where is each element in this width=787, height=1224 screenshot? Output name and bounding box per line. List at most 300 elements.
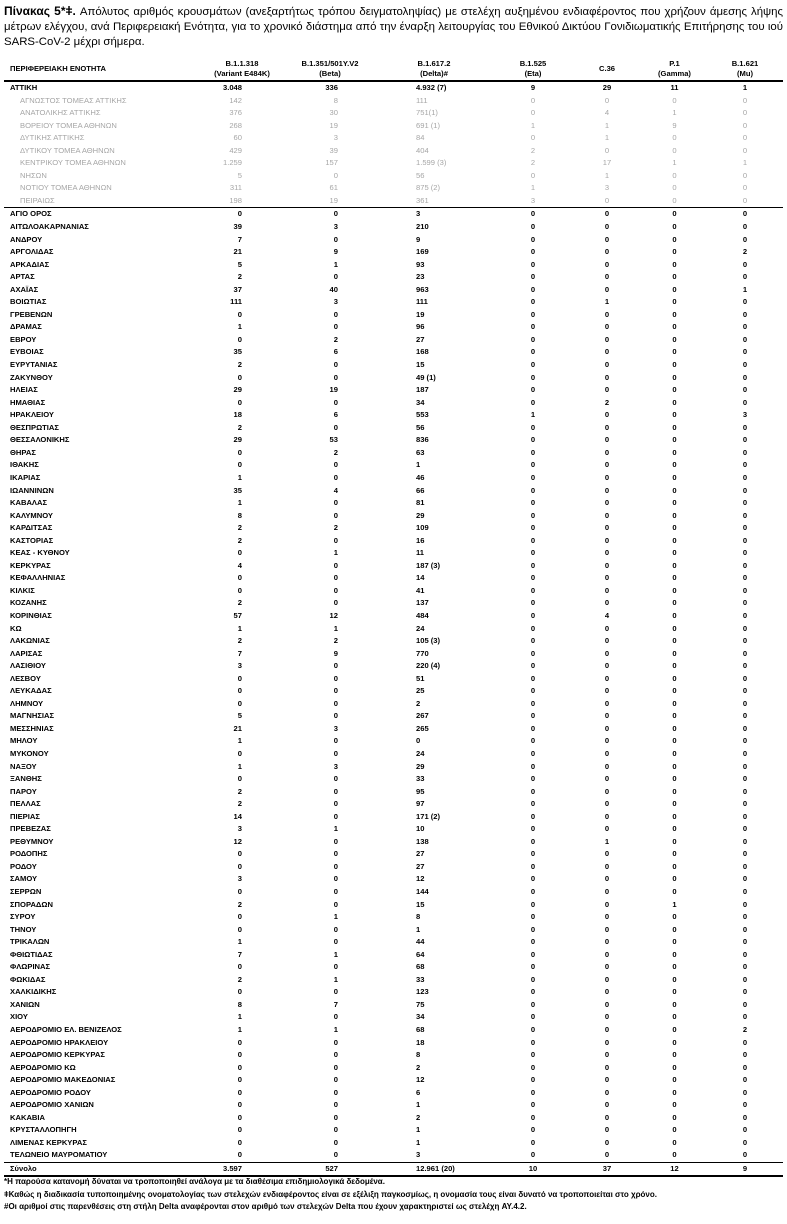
cell-value: 0 (237, 861, 242, 871)
cell-value: 220 (4) (416, 661, 441, 671)
cell-value: 0 (604, 673, 610, 683)
table-row (4, 547, 783, 560)
cell-value: 0 (672, 472, 677, 482)
cell-value: 1 (416, 924, 421, 934)
cell-value: 0 (530, 1112, 536, 1122)
cell-value: 0 (672, 962, 677, 972)
region-name: ΦΛΩΡΙΝΑΣ (10, 962, 51, 972)
cell-value: 0 (742, 799, 748, 809)
table-row (4, 422, 783, 435)
cell-value: 2 (333, 447, 338, 457)
region-name: ΜΗΛΟΥ (10, 736, 38, 746)
cell-value: 0 (333, 698, 338, 708)
cell-value: 1 (333, 623, 338, 633)
region-name: ΜΕΣΣΗΝΙΑΣ (10, 723, 54, 733)
cell-value: 2 (237, 899, 242, 909)
cell-value: 691 (1) (416, 120, 441, 130)
cell-value: 1 (530, 183, 536, 193)
region-name: ΠΕΛΛΑΣ (10, 799, 41, 809)
table-row (4, 1112, 783, 1125)
cell-value: 0 (742, 422, 748, 432)
cell-value: 0 (672, 1037, 677, 1047)
cell-value: 1 (530, 120, 536, 130)
cell-value: 0 (237, 1112, 242, 1122)
column-header-title: B.1.1.318 (225, 59, 259, 68)
cell-value: 56 (416, 422, 425, 432)
cell-value: 0 (333, 322, 338, 332)
region-name: ΑΕΡΟΔΡΟΜΙΟ ΕΛ. ΒΕΝΙΖΕΛΟΣ (10, 1025, 122, 1035)
cell-value: 168 (416, 347, 429, 357)
table-row (4, 409, 783, 422)
cell-value: 187 (3) (416, 560, 441, 570)
cell-value: 1 (237, 1012, 242, 1022)
cell-value: 1 (237, 498, 242, 508)
table-row (4, 949, 783, 962)
cell-value: 0 (742, 912, 748, 922)
cell-value: 0 (742, 1075, 748, 1085)
table-row (4, 811, 783, 824)
cell-value: 0 (672, 372, 677, 382)
cell-value: 0 (672, 422, 677, 432)
cell-value: 0 (672, 360, 677, 370)
cell-value: 3 (416, 1150, 421, 1160)
cell-value: 0 (672, 272, 677, 282)
cell-value: 0 (530, 435, 536, 445)
cell-value: 0 (604, 247, 610, 257)
cell-value: 0 (604, 799, 610, 809)
cell-value: 0 (672, 535, 677, 545)
cell-value: 15 (416, 899, 425, 909)
cell-value: 0 (672, 385, 677, 395)
cell-value: 1 (672, 158, 677, 168)
cell-value: 1 (742, 158, 748, 168)
cell-value: 0 (333, 498, 338, 508)
cell-value: 0 (742, 95, 748, 105)
cell-value: 2 (416, 1112, 421, 1122)
cell-value: 2 (237, 360, 242, 370)
cell-value: 0 (604, 648, 610, 658)
cell-value: 1 (604, 120, 610, 130)
cell-value: 1 (237, 322, 242, 332)
cell-value: 0 (742, 1137, 748, 1147)
cell-value: 2 (237, 974, 242, 984)
cell-value: 0 (530, 1062, 536, 1072)
cell-value: 0 (672, 447, 677, 457)
cell-value: 267 (416, 711, 429, 721)
region-name: ΚΑΡΔΙΤΣΑΣ (10, 523, 53, 533)
table-row (4, 384, 783, 397)
region-name: ΣΥΡΟΥ (10, 912, 36, 922)
cell-value: 429 (229, 145, 242, 155)
cell-value: 3 (333, 761, 338, 771)
cell-value: 2 (237, 799, 242, 809)
region-name: ΠΡΕΒΕΖΑΣ (10, 824, 51, 834)
region-name: ΜΥΚΟΝΟΥ (10, 748, 49, 758)
cell-value: 0 (672, 183, 677, 193)
cell-value: 0 (672, 297, 677, 307)
region-name: ΑΕΡΟΔΡΟΜΙΟ ΜΑΚΕΔΟΝΙΑΣ (10, 1075, 116, 1085)
cell-value: 0 (333, 560, 338, 570)
cell-value: 0 (742, 560, 748, 570)
cell-value: 0 (672, 1087, 677, 1097)
cell-value: 0 (742, 1012, 748, 1022)
region-name: ΚΕΝΤΡΙΚΟΥ ΤΟΜΕΑ ΑΘΗΝΩΝ (20, 158, 126, 168)
cell-value: 0 (530, 636, 536, 646)
region-name: ΚΙΛΚΙΣ (10, 585, 35, 595)
cell-value: 0 (333, 170, 338, 180)
region-name: ΔΥΤΙΚΗΣ ΑΤΤΙΚΗΣ (20, 133, 85, 143)
table-row (4, 535, 783, 548)
column-header (198, 57, 286, 81)
cell-value: 9 (333, 648, 338, 658)
cell-value: 97 (416, 799, 425, 809)
cell-value: 0 (742, 748, 748, 758)
table-row (4, 346, 783, 359)
cell-value: 0 (530, 610, 536, 620)
cell-value: 0 (530, 108, 536, 118)
table-row (4, 81, 783, 95)
cell-value: 12.961 (20) (374, 1163, 494, 1177)
region-name: ΠΑΡΟΥ (10, 786, 37, 796)
table-row (4, 660, 783, 673)
region-name: ΚΕΡΚΥΡΑΣ (10, 560, 51, 570)
cell-value: 0 (333, 849, 338, 859)
region-name: ΛΕΣΒΟΥ (10, 673, 41, 683)
table-row (4, 459, 783, 472)
table-row (4, 157, 783, 170)
cell-value: 0 (333, 573, 338, 583)
cell-value: 0 (604, 887, 610, 896)
table-row (4, 635, 783, 648)
cell-value: 0 (237, 887, 242, 896)
cell-value: 0 (604, 548, 610, 558)
table-row (4, 95, 783, 108)
cell-value: 39 (329, 145, 338, 155)
cell-value: 0 (604, 523, 610, 533)
cell-value: 1 (237, 761, 242, 771)
table-row (4, 359, 783, 372)
cell-value: 0 (672, 610, 677, 620)
cell-value: 111 (416, 95, 428, 105)
cell-value: 2 (604, 397, 610, 407)
cell-value: 0 (604, 145, 610, 155)
cell-value: 0 (530, 698, 536, 708)
cell-value: 1 (604, 133, 610, 143)
cell-value: 0 (742, 636, 748, 646)
cell-value: 21 (233, 247, 242, 257)
region-name: ΚΟΖΑΝΗΣ (10, 598, 47, 608)
cell-value: 0 (530, 422, 536, 432)
cell-value: 0 (604, 447, 610, 457)
cell-value: 2 (742, 247, 748, 257)
region-name: ΚΩ (10, 623, 22, 633)
cell-value: 1.259 (222, 158, 242, 168)
cell-value: 5 (237, 170, 242, 180)
cell-value: 0 (742, 447, 748, 457)
cell-value: 0 (604, 623, 610, 633)
cell-value: 0 (742, 108, 748, 118)
cell-value: 6 (416, 1087, 421, 1097)
region-name: ΔΥΤΙΚΟΥ ΤΟΜΕΑ ΑΘΗΝΩΝ (20, 145, 115, 155)
cell-value: 0 (604, 598, 610, 608)
cell-value: 0 (530, 309, 536, 319)
cell-value: 0 (530, 761, 536, 771)
cell-value: 0 (604, 284, 610, 294)
cell-value: 0 (672, 585, 677, 595)
table-row (4, 145, 783, 158)
cell-value: 0 (742, 1100, 748, 1110)
cell-value: 15 (416, 360, 425, 370)
column-header (642, 57, 707, 81)
region-name: ΛΕΥΚΑΔΑΣ (10, 686, 52, 696)
table-row (4, 1137, 783, 1150)
region-name: ΜΑΓΝΗΣΙΑΣ (10, 711, 55, 721)
cell-value: 0 (530, 560, 536, 570)
cell-value: 1 (333, 824, 338, 834)
table-row (4, 848, 783, 861)
column-header (4, 57, 198, 81)
cell-value: 11 (670, 83, 679, 92)
cell-value: 0 (672, 259, 677, 269)
cell-value: 198 (229, 195, 242, 205)
cell-value: 0 (742, 397, 748, 407)
cell-value: 0 (604, 636, 610, 646)
cell-value: 0 (672, 1125, 677, 1135)
region-name: ΝΟΤΙΟΥ ΤΟΜΕΑ ΑΘΗΝΩΝ (20, 183, 112, 193)
cell-value: 7 (237, 234, 242, 244)
region-name: ΑΕΡΟΔΡΟΜΙΟ ΚΩ (10, 1062, 76, 1072)
cell-value: 0 (530, 397, 536, 407)
cell-value: 0 (333, 937, 338, 947)
cell-value: 0 (672, 799, 677, 809)
cell-value: 56 (416, 170, 425, 180)
cell-value: 3.597 (198, 1163, 286, 1177)
column-header-title: B.1.617.2 (417, 59, 451, 68)
table-row (4, 836, 783, 849)
cell-value: 0 (604, 1050, 610, 1060)
region-name: ΑΡΓΟΛΙΔΑΣ (10, 247, 54, 257)
cell-value: 0 (530, 937, 536, 947)
cell-value: 0 (672, 1100, 677, 1110)
cell-value: 0 (333, 1112, 338, 1122)
cell-value: 0 (742, 145, 748, 155)
cell-value: 0 (237, 1062, 242, 1072)
cell-value: 0 (530, 849, 536, 859)
cell-value: 0 (333, 422, 338, 432)
cell-value: 0 (707, 208, 783, 221)
cell-value: 0 (333, 1050, 338, 1060)
cell-value: 3.048 (222, 83, 242, 92)
region-name: ΚΕΑΣ - ΚΥΘΝΟΥ (10, 548, 70, 558)
cell-value: 5 (237, 259, 242, 269)
cell-value: 0 (672, 1137, 677, 1147)
cell-value: 0 (604, 485, 610, 495)
table-row (4, 246, 783, 259)
table-header (4, 57, 783, 81)
cell-value: 1 (237, 623, 242, 633)
region-name: ΚΑΚΑΒΙΑ (10, 1112, 46, 1122)
column-header-title: ΠΕΡΙΦΕΡΕΙΑΚΗ ΕΝΟΤΗΤΑ (10, 63, 106, 73)
cell-value: 34 (416, 397, 425, 407)
cell-value: 0 (333, 899, 338, 909)
cell-value: 0 (237, 1100, 242, 1110)
cell-value: 2 (237, 636, 242, 646)
cell-value: 0 (530, 711, 536, 721)
cell-value: 111 (230, 297, 242, 307)
cell-value: 0 (672, 811, 677, 821)
cell-value: 0 (742, 1150, 748, 1160)
table-row (4, 999, 783, 1012)
cell-value: 0 (333, 1125, 338, 1135)
cell-value: 0 (604, 987, 610, 997)
cell-value: 0 (742, 485, 748, 495)
cell-value: 14 (233, 811, 242, 821)
cell-value: 0 (672, 523, 677, 533)
cell-value: 484 (416, 610, 429, 620)
cell-value: 0 (672, 761, 677, 771)
cell-value: 0 (530, 372, 536, 382)
cell-value: 0 (530, 1137, 536, 1147)
cell-value: 0 (604, 322, 610, 332)
table-row (4, 1087, 783, 1100)
cell-value: 1 (604, 836, 610, 846)
region-name: ΗΛΕΙΑΣ (10, 385, 38, 395)
cell-value: 8 (416, 1050, 421, 1060)
cell-value: 19 (416, 309, 425, 319)
region-name: ΕΥΡΥΤΑΝΙΑΣ (10, 360, 58, 370)
cell-value: 0 (742, 698, 748, 708)
region-name: ΦΘΙΩΤΙΔΑΣ (10, 949, 53, 959)
cell-value: 0 (742, 460, 748, 470)
cell-value: 0 (237, 309, 242, 319)
cell-value: 0 (604, 949, 610, 959)
cell-value: 3 (237, 824, 242, 834)
cell-value: 5 (237, 711, 242, 721)
column-header-subtitle: (Variant E484K) (214, 68, 270, 78)
cell-value: 60 (233, 133, 242, 143)
region-name: ΚΡΥΣΤΑΛΛΟΠΗΓΗ (10, 1125, 77, 1135)
region-name: ΒΟΙΩΤΙΑΣ (10, 297, 47, 307)
region-name: ΘΕΣΣΑΛΟΝΙΚΗΣ (10, 435, 70, 445)
cell-value: 963 (416, 284, 429, 294)
cell-value: 376 (229, 108, 242, 118)
cell-value: 0 (672, 234, 677, 244)
cell-value: 0 (333, 736, 338, 746)
region-name: ΤΕΛΩΝΕΙΟ ΜΑΥΡΟΜΑΤΙΟΥ (10, 1150, 108, 1160)
table-row (4, 497, 783, 510)
cell-value: 0 (672, 435, 677, 445)
cell-value: 33 (416, 974, 425, 984)
cell-value: 3 (742, 410, 748, 420)
cell-value: 0 (672, 949, 677, 959)
table-row (4, 1149, 783, 1162)
cell-value: 0 (672, 912, 677, 922)
cell-value: 96 (416, 322, 425, 332)
cell-value: 7 (333, 999, 338, 1009)
table-row (4, 472, 783, 485)
cell-value: 4 (237, 560, 242, 570)
cell-value: 0 (604, 222, 610, 232)
cell-value: 0 (604, 334, 610, 344)
column-header-subtitle: (Mu) (736, 68, 754, 78)
cell-value: 68 (416, 962, 425, 972)
cell-value: 2 (237, 535, 242, 545)
cell-value: 0 (604, 661, 610, 671)
cell-value: 0 (530, 548, 536, 558)
cell-value: 0 (672, 1075, 677, 1085)
cell-value: 1 (237, 736, 242, 746)
cell-value: 7 (237, 648, 242, 658)
cell-value: 0 (742, 309, 748, 319)
cell-value: 9 (333, 247, 338, 257)
cell-value: 0 (333, 372, 338, 382)
cell-value: 0 (742, 585, 748, 595)
cell-value: 0 (604, 748, 610, 758)
cell-value: 109 (416, 523, 429, 533)
cell-value: 49 (1) (416, 372, 436, 382)
table-row (4, 1062, 783, 1075)
table-row (4, 761, 783, 774)
cell-value: 0 (530, 723, 536, 733)
cell-value: 0 (530, 987, 536, 997)
cell-value: 0 (604, 535, 610, 545)
table-row (4, 1037, 783, 1050)
cell-value: 0 (742, 736, 748, 746)
cell-value: 7 (237, 949, 242, 959)
column-header-subtitle: (Beta) (319, 68, 341, 78)
cell-value: 0 (494, 208, 572, 221)
column-header-title: B.1.351/501Y.V2 (301, 59, 359, 68)
cell-value: 0 (604, 472, 610, 482)
cell-value: 24 (416, 748, 425, 758)
cell-value: 751(1) (416, 108, 438, 118)
cell-value: 33 (416, 774, 425, 784)
region-name: ΝΗΣΩΝ (20, 170, 47, 180)
cell-value: 0 (742, 836, 748, 846)
cell-value: 0 (530, 510, 536, 520)
cell-value: 12 (416, 1075, 425, 1085)
cell-value: 2 (333, 523, 338, 533)
cell-value: 46 (416, 472, 425, 482)
cell-value: 0 (604, 1137, 610, 1147)
cell-value: 0 (333, 272, 338, 282)
cell-value: 0 (530, 297, 536, 307)
table-row (4, 132, 783, 145)
table-body (4, 81, 783, 1176)
cell-value: 1 (333, 949, 338, 959)
cell-value: 0 (530, 535, 536, 545)
cell-value: 0 (237, 698, 242, 708)
table-row (4, 735, 783, 748)
cell-value: 0 (237, 548, 242, 558)
cell-value: 0 (742, 435, 748, 445)
cell-value: 0 (416, 736, 421, 746)
cell-value: 3 (333, 297, 338, 307)
cell-value: 0 (742, 548, 748, 558)
cell-value: 187 (416, 385, 429, 395)
cell-value: 0 (672, 849, 677, 859)
cell-value: 0 (530, 748, 536, 758)
cell-value: 6 (333, 410, 338, 420)
total-row (4, 1163, 783, 1177)
cell-value: 0 (604, 899, 610, 909)
cell-value: 0 (742, 523, 748, 533)
table-row (4, 1011, 783, 1024)
cell-value: 0 (237, 912, 242, 922)
cell-value: 0 (742, 272, 748, 282)
cell-value: 0 (530, 673, 536, 683)
cell-value: 0 (604, 1087, 610, 1097)
